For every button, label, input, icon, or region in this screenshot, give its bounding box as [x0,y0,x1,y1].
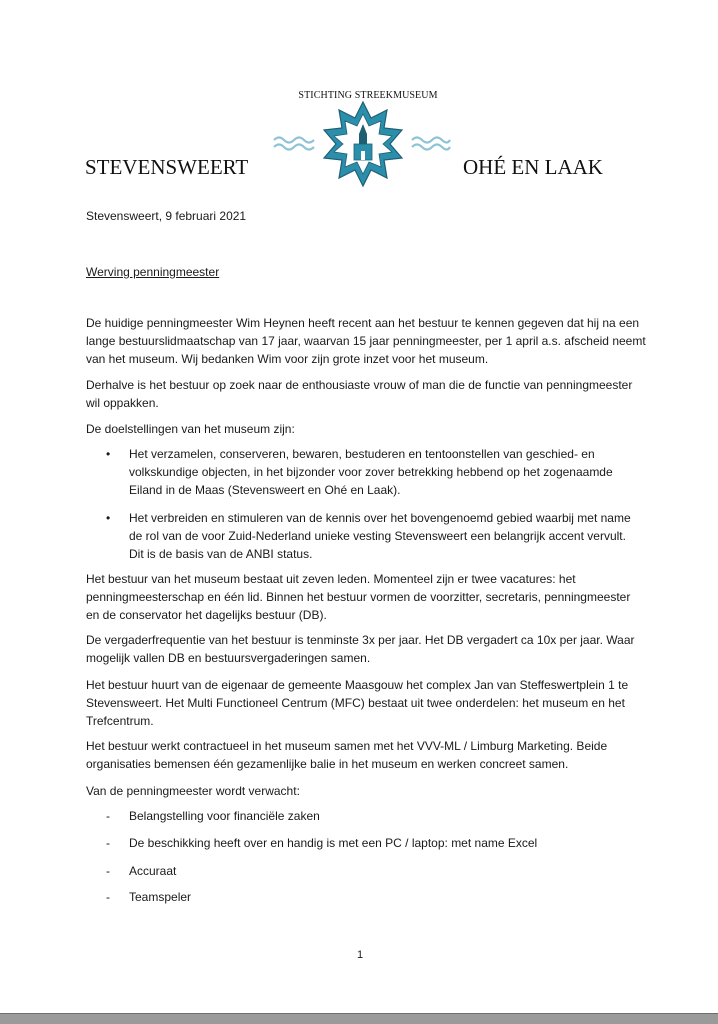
fortress-star-icon [324,102,402,186]
next-page-gap [0,1014,718,1024]
paragraph-search: Derhalve is het bestuur op zoek naar de enthousiaste vrouw of man die de functie van penningmeester wil oppakken. [86,378,633,410]
paragraph-intro: De huidige penningmeester Wim Heynen heeft recent aan het bestuur te kennen gegeven dat hij na een lange bestuurslidmaatschap van 17 jaar, waarvan 15 jaar penningmeester, per 1 april a.s. afscheid neemt van het museum. Wij bedanken Wim voor zijn grote inzet voor het museum. [86,316,646,366]
expectation-text: Accuraat [129,864,177,878]
wave-right-icon [412,138,450,150]
paragraph-housing: Het bestuur huurt van de eigenaar de gemeente Maasgouw het complex Jan van Steffeswertplein 1 te Stevensweert. Het Multi Functioneel Centrum (MFC) bestaat uit twee onderdelen: het museum en het Trefcentrum. [86,678,629,728]
paragraph-goals-heading: De doelstellingen van het museum zijn: [86,422,295,436]
expectation-text: Teamspeler [129,890,192,904]
place-name-right: OHÉ EN LAAK [463,155,603,179]
letter-subject: Werving penningmeester [86,265,220,279]
goal-text: Het verzamelen, conserveren, bewaren, bestuderen en tentoonstellen van geschied- en volkskundige objecten, in het bijzonder voor zover betrekking hebbend op het zogenaamde Eiland in de Maas (Stevensweert en Ohé en Laak). [129,447,613,497]
dash-icon: - [106,836,110,850]
bullet-icon: • [106,447,111,461]
dash-icon: - [106,809,110,823]
paragraph-expectations-heading: Van de penningmeester wordt verwacht: [86,784,300,798]
page-number: 1 [356,949,364,961]
dash-icon: - [106,890,110,904]
wave-left-icon [274,138,314,150]
logo-caption: STICHTING STREEKMUSEUM [298,90,438,101]
goal-text: Het verbreiden en stimuleren van de kennis over het bovengenoemd gebied waarbij met name de rol van de voor Zuid-Nederland unieke vesting Stevensweert een belangrijk accent vervult. Dit is de basis van de ANBI status. [129,511,631,561]
bullet-icon: • [106,511,111,525]
letter-date: Stevensweert, 9 februari 2021 [86,209,247,223]
expectation-text: Belangstelling voor financiële zaken [129,809,320,823]
dash-icon: - [106,864,110,878]
paragraph-cooperation: Het bestuur werkt contractueel in het museum samen met het VVV-ML / Limburg Marketing. Beide organisaties bemensen één gezamenlijke balie in het museum en werken concreet samen. [86,739,608,771]
paragraph-meetings: De vergaderfrequentie van het bestuur is tenminste 3x per jaar. Het DB vergadert ca 10x per jaar. Waar mogelijk vallen DB en bestuursvergaderingen samen. [86,633,635,665]
expectation-text: De beschikking heeft over en handig is met een PC / laptop: met name Excel [129,836,538,850]
place-name-left: STEVENSWEERT [85,155,249,179]
museum-logo-icon [272,100,452,190]
paragraph-board: Het bestuur van het museum bestaat uit zeven leden. Momenteel zijn er twee vacatures: het penningmeesterschap en één lid. Binnen het bestuur vormen de voorzitter, secretaris, penningmeester en de conservator het dagelijks bestuur (DB). [86,572,631,622]
